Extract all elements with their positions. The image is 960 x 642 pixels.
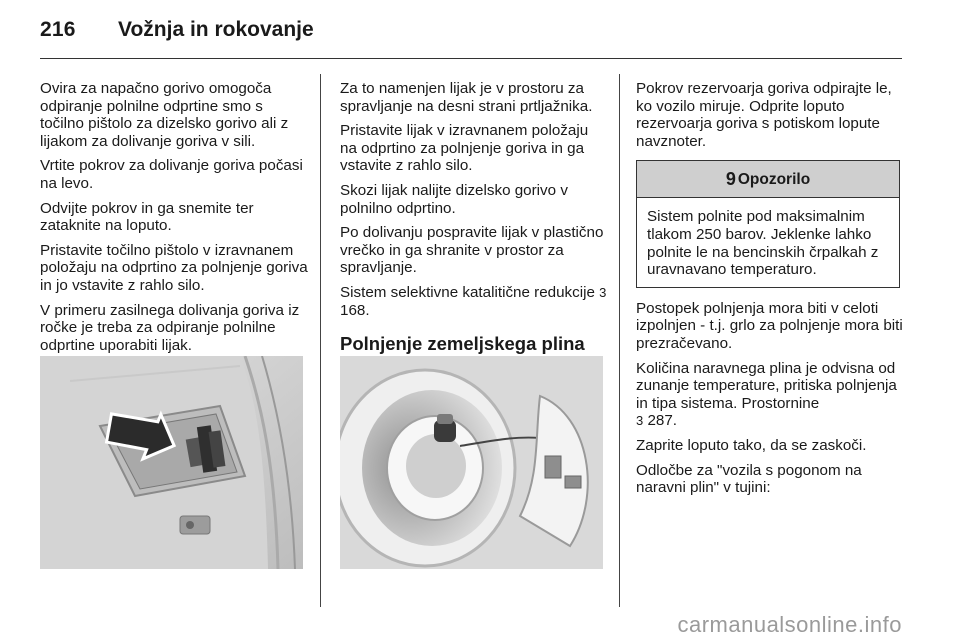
paragraph: Pristavite točilno pištolo v izravnanem položaju na odprtino za polnjenje goriva in jo vstavite z rahlo silo. [40,241,308,294]
reference-page: 168. [340,301,370,319]
reference-arrow-icon: 3 [636,413,644,429]
warning-text: Sistem polnite pod maksimalnim tlakom 250 barov. Jeklenke lahko polnite le na bencinskih črpalkah z uravnavano temperaturo. [647,208,879,279]
paragraph: Za to namenjen lijak je v prostoru za spravljanje na desni strani prtljažnika. [340,80,593,115]
paragraph: Po dolivanju pospravite lijak v plastično vrečko in ga shranite v prostor za spravljanje. [340,224,604,277]
paragraph: Vrtite pokrov za dolivanje goriva počasi na levo. [40,157,303,192]
trunk-funnel-figure [40,356,303,569]
warning-box [636,160,900,287]
gas-filler-illustration [340,356,603,569]
warning-header [637,161,899,198]
column-2 [340,80,608,355]
paragraph: Pokrov rezervoarja goriva odpirajte le, ko vozilo miruje. Odprite loputo rezervoarja goriva s potiskom lopute navznoter. [636,80,892,150]
paragraph-with-reference [636,360,904,430]
page-title: Vožnja in rokovanje [118,18,314,41]
paragraph: Ovira za napačno gorivo omogoča odpiranje polnilne odprtine smo s točilno pištolo za dizelsko gorivo ali z lijakom za dolivanje goriva v sili. [40,80,289,150]
warning-triangle-icon: 9 [725,169,736,190]
paragraph-with-reference [340,284,608,319]
paragraph: Zaprite loputo tako, da se zaskoči. [636,436,867,454]
page-number: 216 [40,18,76,41]
warning-title: Opozorilo [737,171,811,189]
column-3 [636,80,904,504]
column-divider [619,74,620,607]
paragraph: Skozi lijak nalijte dizelsko gorivo v polnilno odprtino. [340,181,568,217]
column-1 [40,80,308,361]
watermark: carmanualsonline.info [677,612,902,637]
reference-arrow-icon: 3 [599,284,607,300]
paragraph: Pristavite lijak v izravnanem položaju na odprtino za polnjenje goriva in ga vstavite z rahlo silo. [340,122,589,175]
paragraph: Postopek polnjenja mora biti v celoti izpolnjen - t.j. grlo za polnjenje mora biti prezračevano. [636,299,903,352]
reference-text: Sistem selektivne katalitične redukcije [340,283,595,301]
section-heading: Polnjenje zemeljskega plina [340,333,585,355]
page-header [40,18,920,48]
header-rule [40,58,902,59]
column-divider [320,74,321,607]
reference-text: Količina naravnega plina je odvisna od zunanje temperature, pritiska polnjenja in tipa sistema. Prostornine [636,359,897,412]
paragraph: Odvijte pokrov in ga snemite ter zataknite na loputo. [40,199,254,235]
paragraph: Odločbe za "vozila s pogonom na naravni plin" v tujini: [636,461,862,497]
paragraph: V primeru zasilnega dolivanja goriva iz ročke je treba za odpiranje polnilne odprtine uporabiti lijak. [40,301,300,354]
gas-filler-figure [340,356,603,569]
reference-page: 287. [647,412,678,430]
trunk-funnel-illustration [40,356,303,569]
